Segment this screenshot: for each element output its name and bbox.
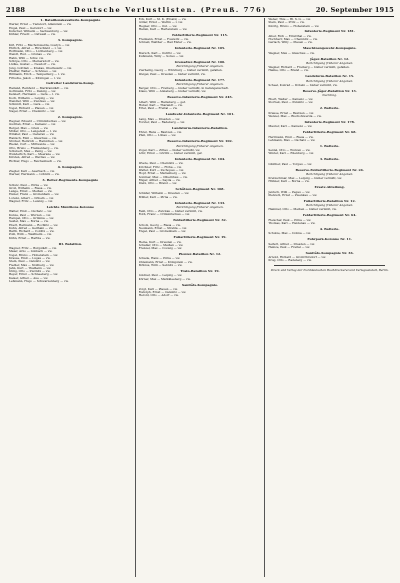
casualty-entry: Schade, Hans — Pirna — vw. bbox=[138, 257, 181, 261]
casualty-entry: Seifert, Alfred — Dresden — vw. bbox=[268, 242, 315, 246]
unit-section bbox=[268, 251, 391, 263]
casualty-entry: Wagner, Max — Glauchau — vw. bbox=[268, 51, 315, 55]
casualty-entry: Seidel, Otto — Wurzen — vw. bbox=[268, 149, 311, 153]
unit-section bbox=[268, 213, 391, 225]
unit-heading: Infanterie-Regiment Nr. 177. bbox=[174, 77, 226, 82]
unit-section bbox=[139, 33, 262, 45]
casualty-entry: Kennert, Hermann — Gera — l. vw. bbox=[9, 93, 60, 97]
casualty-entry: Scheel, Konrad — Döbeln — bisher vermißt, vw. bbox=[268, 83, 338, 87]
unit-subheading: Berichtigung früherer Angaben. bbox=[306, 61, 354, 66]
casualty-entry: Schulze, Max — Dohna — vw. bbox=[268, 232, 311, 236]
casualty-entry: Walter, Kurt — Zschopau — vw. bbox=[138, 168, 184, 172]
casualty-entry: Riedel, Curt — Mittweida — vw. bbox=[9, 143, 56, 147]
casualty-entry: Fiedler, Max — Stollberg — vw. bbox=[9, 263, 55, 267]
unit-heading: Feldartillerie-Regiment Nr. 32. bbox=[173, 218, 227, 223]
unit-heading: Infanterie-Regiment Nr. 181. bbox=[304, 29, 355, 34]
casualty-entry: Eck, Kurt — St. K. (Ersatz) — vw. bbox=[138, 18, 187, 21]
unit-heading: Train-Bataillon Nr. 19. bbox=[180, 268, 220, 273]
casualty-entry: Wendt, Rud. — Grunau — vw. bbox=[9, 53, 52, 57]
unit-heading: Reserve-Infanterie-Regiment Nr. 245. bbox=[167, 95, 233, 100]
unit-heading: Reserve-Feldartillerie-Regiment Nr. 24. bbox=[295, 167, 364, 172]
casualty-entry: Storbek, Paul — Pulsnitz — vw. bbox=[268, 101, 314, 105]
unit-heading: 1. Bataillonskavallerie-Kompagnie bbox=[40, 18, 101, 22]
casualty-entry: Vierheilig, Georg — Würzburg — bisher vermißt, gefallen. bbox=[138, 69, 223, 73]
casualty-entry: Herold, Otto — Adorf — vw. bbox=[138, 294, 179, 298]
casualty-entry: Möller, Otto — Lengefeld — l. vw. bbox=[9, 130, 58, 134]
unit-section bbox=[139, 201, 262, 217]
unit-section bbox=[268, 199, 391, 212]
unit-heading: Landwehr-Infanterie-Regiment Nr. 101. bbox=[165, 112, 235, 117]
unit-heading: Leichte Munitions-Kolonne bbox=[46, 204, 95, 209]
unit-section bbox=[139, 187, 262, 199]
unit-section bbox=[9, 165, 132, 177]
unit-heading: Infanterie-Regiment Nr. 104. bbox=[174, 156, 226, 161]
unit-heading: Ersatz-Abteilung. bbox=[314, 185, 345, 190]
casualty-entry: Hammer, Otto — Meißen — bisher vermißt, vw. bbox=[268, 208, 337, 212]
unit-section bbox=[139, 46, 262, 58]
casualty-entry: Wiede, Paul — Chemnitz — vw. bbox=[138, 162, 184, 166]
page-date: 20. September 1915 bbox=[315, 6, 394, 14]
casualty-entry: Schäfer, Wilhelm — Dresden — vw. bbox=[138, 192, 190, 196]
unit-heading: Sanitäts-Kompagnie Nr. 36. bbox=[305, 250, 354, 255]
casualty-entry: Engel, Paul — Gersdorf — vw. bbox=[9, 26, 52, 30]
text-column bbox=[6, 18, 135, 577]
casualty-entry: Schubert, Max — Penig — vw. bbox=[9, 149, 53, 153]
unit-section bbox=[268, 89, 391, 105]
casualty-entry: Albert, Willi — Hainsberg — gef. bbox=[138, 100, 186, 104]
casualty-entry: Ziegler, Karl — Auerbach — vw. bbox=[9, 170, 55, 174]
casualty-entry: Wagner, Fritz — Leisnig — vw. bbox=[9, 200, 53, 204]
casualty-entry: Neumann, Ernst — Strehla — vw. bbox=[138, 226, 187, 230]
casualty-entry: Berger, Max — Greiz — vw. bbox=[9, 126, 49, 130]
unit-section bbox=[139, 252, 262, 267]
unit-section bbox=[139, 218, 262, 233]
casualty-entry: Rüger, Alfred — Sayda — vw. bbox=[138, 178, 181, 182]
casualty-entry: Gottmann, Fritz — Danzig — vw. bbox=[9, 90, 56, 94]
unit-heading: Feldartillerie-Regiment Nr. 68. bbox=[302, 130, 357, 135]
unit-section bbox=[139, 269, 262, 281]
casualty-entry: Fleischer, Paul — Pirna — vw. bbox=[268, 218, 312, 222]
casualty-entry: Pietzsch, Ernst — Zwenkau — vw. bbox=[268, 194, 318, 198]
page-header bbox=[6, 4, 394, 17]
casualty-entry: Kutscher, Wilhelm — Sachsenburg — vw. bbox=[9, 29, 69, 33]
casualty-entry: Ebert, Hermann — Rochlitz — vw. bbox=[9, 223, 59, 227]
unit-section bbox=[268, 130, 391, 142]
unit-heading: Fußartillerie-Regiment Nr. 19. bbox=[173, 235, 227, 240]
casualty-entry: Hübner, Karl — Borna — vw. bbox=[268, 180, 310, 184]
unit-section bbox=[139, 139, 262, 155]
unit-section bbox=[268, 46, 391, 55]
divider bbox=[274, 265, 385, 266]
casualty-entry: Vogel, Richard — Plauen — vw. bbox=[9, 106, 54, 110]
unit-heading: III. Bataillon. bbox=[58, 241, 83, 246]
unit-heading: Landsturm-Infanterie-Bataillon. bbox=[172, 125, 228, 130]
casualty-entry: Alber, Rich — Ernstthal — vw. bbox=[268, 34, 312, 38]
casualty-entry: Krause, Emil — Lugau — vw. bbox=[9, 256, 51, 260]
casualty-entry: Fritsche, Jakob — Kitzingen — l. vw. bbox=[9, 76, 62, 80]
casualty-entry: Pohl, Willi — Waldheim — vw. bbox=[9, 233, 52, 237]
casualty-entry: Schulz, Paul — Pirna — vw. bbox=[9, 183, 49, 187]
casualty-entry: Hopf, Ernst — Marienberg — vw. bbox=[138, 172, 187, 176]
unit-heading: Fußartillerie-Bataillon Nr. 12. bbox=[303, 198, 356, 203]
unit-section bbox=[268, 120, 391, 129]
text-column bbox=[135, 18, 265, 577]
casualty-entry: Wenzel, Max — Bischofswerda — vw. bbox=[268, 115, 322, 119]
unit-heading: Schützen-Regiment Nr. 108. bbox=[175, 187, 225, 192]
unit-subheading: Berichtigung früherer Angaben. bbox=[306, 172, 354, 177]
casualty-entry: Uhlemann, Ernst — Königstein — vw. bbox=[138, 260, 193, 264]
casualty-entry: Ebert, Walter — Kamenz — vw. bbox=[268, 98, 314, 102]
casualty-entry: Stein, Paul — Pritz — vw. bbox=[268, 21, 305, 25]
casualty-entry: Winter, Karl — Eilenburg — vw. bbox=[268, 152, 314, 156]
casualty-entry: Hanke, Otto — Brand — vw. bbox=[268, 69, 309, 73]
unit-subheading: Berichtigung früherer Angaben. bbox=[176, 82, 224, 86]
unit-heading: 4. Batterie. bbox=[319, 226, 340, 231]
casualty-entry: Reiß, Otto — Zwickau — bisher vermißt, vw. bbox=[138, 210, 203, 214]
unit-section bbox=[139, 157, 262, 185]
unit-heading: Infanterie-Regiment Nr. 178. bbox=[304, 119, 355, 124]
casualty-entry: Hoffmann, Otto — Lichtenberg — vw. bbox=[9, 50, 63, 54]
casualty-entry: Jentsch, Willi — Pegau — vw. bbox=[268, 190, 311, 194]
casualty-entry: Löhr, Ernst — Görlitz — bisher vermißt, gef. bbox=[138, 152, 203, 156]
casualty-entry: Weigel, Paul — Dresden — bisher vermißt, vw. bbox=[138, 72, 206, 76]
casualty-entry: Billmann, Erich — Tempelburg — l. vw. bbox=[9, 73, 66, 77]
casualty-entry: Müller, Karl — Pirna — vw. bbox=[138, 195, 178, 199]
unit-section bbox=[9, 242, 132, 284]
casualty-entry: Vogel, Karl — Zittau — bisher vermißt, vw. bbox=[138, 148, 201, 152]
unit-section bbox=[268, 227, 391, 236]
unit-section bbox=[139, 18, 262, 31]
casualty-entry: Barth, Richard — Colditz — vw. bbox=[9, 230, 55, 234]
casualty-entry: Maier, Arno — Limbach — vw. bbox=[9, 250, 53, 254]
casualty-entry: Werner, Hermann — Lößnitz — vw. bbox=[9, 173, 60, 177]
unit-heading: 2. Kompagnie. bbox=[57, 114, 83, 119]
casualty-entry: Beyer, Ernst — Schneeberg — vw. bbox=[9, 273, 58, 277]
unit-heading: Sanitäts-Kompagnie. bbox=[181, 282, 219, 287]
casualty-entry: Kühler, Friedr. — Ostwald — vw. bbox=[9, 33, 56, 37]
casualty-entry: Koch, Wilhelm — Leipzig — vw. bbox=[9, 96, 55, 100]
unit-section bbox=[9, 81, 132, 113]
casualty-entry: Seidel, Max — Borna — vw. bbox=[9, 220, 49, 224]
unit-section bbox=[268, 74, 391, 87]
unit-subheading: Berichtigung früherer Angaben. bbox=[306, 78, 354, 83]
unit-section bbox=[139, 95, 262, 110]
casualty-entry: Frenzel, Max — Coswig — vw. bbox=[138, 247, 183, 251]
casualty-entry: Stein, Paul — Oelsnitz — vw. bbox=[9, 260, 51, 264]
casualty-entry: Lehmann, Max — Oschatz — vw. bbox=[268, 138, 316, 142]
unit-subheading: Berichtigung früherer Angaben. bbox=[306, 203, 354, 208]
unit-heading: Jäger-Bataillon Nr. 12. bbox=[310, 56, 350, 61]
columns bbox=[6, 18, 394, 577]
casualty-entry: Lindner, Paul — Leipzig — vw. bbox=[138, 274, 183, 278]
unit-section bbox=[268, 237, 391, 249]
unit-heading: 4. Kompagnie. bbox=[57, 164, 83, 169]
text-column bbox=[264, 18, 394, 577]
unit-section bbox=[268, 157, 391, 166]
publication-title: Deutsche Verlustlisten. (Preuß. 776) bbox=[74, 6, 268, 14]
unit-heading: 3. Reiter-Regiments-Kompagnie bbox=[42, 178, 99, 183]
casualty-entry: Kaiser, Alfred — Aue — vw. bbox=[9, 276, 49, 280]
unit-heading: Feldartillerie-Regiment Nr. 64. bbox=[302, 213, 357, 218]
unit-subheading: Berichtigung früherer Angaben. bbox=[176, 64, 224, 69]
casualty-entry: Schaller, Otto — Meißen — vw. bbox=[138, 243, 184, 247]
unit-section bbox=[9, 205, 132, 240]
casualty-entry: Kirl, Fritz — Bischofswerda, Gostyn — vw. bbox=[9, 43, 70, 47]
casualty-entry: Eisner, Franz — Großenhain — vw. bbox=[9, 193, 60, 197]
casualty-entry: Kunze, Paul — Wurzen — vw. bbox=[9, 213, 51, 217]
casualty-entry: Ertel, Paul — Freital — vw. bbox=[138, 107, 178, 111]
casualty-entry: Jung, Gottlieb — Krakau, Oberlausitz — vw. bbox=[9, 66, 72, 70]
casualty-entry: Klaus, Willi — Annaberg — bisher vermißt, vw. bbox=[138, 90, 207, 94]
unit-section bbox=[268, 168, 391, 184]
casualty-entry: Forster, Paul — Radeberg — vw. bbox=[138, 120, 185, 124]
casualty-entry: Lehmann, Hugo — Schwarzenberg — vw. bbox=[9, 279, 69, 283]
unit-heading: Maschinengewehr-Kompagnie. bbox=[302, 46, 357, 51]
unit-heading: Reserve-Infanterie-Regiment Nr. 102. bbox=[167, 139, 233, 144]
casualty-entry: Hanisch, Emil — Glauchau — vw. bbox=[9, 136, 57, 140]
casualty-entry: Wendler, Willi — Zwickau — vw. bbox=[9, 100, 56, 103]
casualty-entry: Krause, Ernst — Bautzen — vw. bbox=[268, 111, 314, 115]
casualty-entry: Gerlach, Willy — Plauen — vw. bbox=[268, 41, 313, 45]
casualty-entry: Hegner, Eduard — Crimmitschau — vw. bbox=[9, 120, 67, 124]
casualty-entry: Kirchner, Fritz — Flöha — vw. bbox=[138, 165, 182, 169]
unit-section bbox=[139, 60, 262, 76]
casualty-entry: Schmidt, Karl — Gera — vw. bbox=[9, 103, 50, 107]
casualty-entry: Schnell, Walther — Bad Elster — vw. bbox=[138, 41, 192, 45]
casualty-entry: Hegner, Otto — Ost. — vw. bbox=[138, 24, 178, 28]
unit-heading: 1. Batterie. bbox=[319, 143, 340, 148]
casualty-entry: Hahn, Willi — Schw. vw. bbox=[9, 56, 44, 60]
unit-section bbox=[268, 18, 391, 28]
casualty-entry: Dietz, Otto — Brand — vw. bbox=[138, 182, 178, 186]
unit-heading: Gefreiter Landsturm-Komp. bbox=[46, 81, 95, 86]
casualty-entry: Weber, Thie — Bl. S. G. — vw. bbox=[268, 18, 311, 21]
unit-section bbox=[139, 235, 262, 250]
casualty-entry: Heinze, Paul — Freital — vw. bbox=[268, 245, 311, 249]
casualty-entry: Maurer, Karl — Kamenz — vw. bbox=[268, 125, 313, 129]
unit-section bbox=[268, 185, 391, 197]
casualty-entry: Ehret, Hans — Bautzen — vw. bbox=[138, 131, 182, 135]
unit-heading: 3. Batterie. bbox=[319, 157, 340, 162]
casualty-entry: Schöpe, Otto — Meinersdorf — vw. bbox=[9, 60, 60, 64]
casualty-entry: Berger, Otto — Freiberg — bisher vermißt, in Gefangenschaft. bbox=[138, 87, 229, 91]
casualty-entry: Otto, Bruno — Frankenberg — vw. bbox=[9, 146, 59, 150]
casualty-entry: Kirsten, Alfred — Werdau — vw. bbox=[9, 156, 56, 160]
casualty-entry: Lorenz, Albert — Döbeln — vw. bbox=[9, 196, 54, 200]
unit-heading: 2. Batterie. bbox=[319, 106, 340, 111]
casualty-entry: Kühn, Ernst — Hartha — vw. bbox=[9, 236, 51, 240]
unit-heading: Landsturm-Bataillon Nr. 15. bbox=[305, 74, 355, 79]
casualty-entry: Lang, Max — Dresden — vw. bbox=[138, 117, 180, 121]
casualty-entry: Möbius, Willi — Sebnitz — vw. bbox=[138, 264, 183, 268]
unit-heading: Fuhrpark-Kolonne Nr. 11. bbox=[307, 237, 352, 242]
casualty-entry: Göller, Ernst — Wettin — l. vw. bbox=[138, 21, 183, 25]
casualty-entry: Thomas, Karl — Heidenau — vw. bbox=[268, 221, 316, 225]
casualty-entry: Kretzschmar, Max — Leipzig — bisher vermißt, vw. bbox=[268, 177, 343, 181]
casualty-entry: Engel, Paul — Großenhain — vw. bbox=[138, 230, 186, 234]
casualty-entry: Günther, Paul — Torgau — vw. bbox=[268, 162, 313, 166]
unit-section bbox=[139, 78, 262, 94]
casualty-entry: Vogel, Bruno — Hohenstein — vw. bbox=[9, 253, 59, 257]
casualty-entry: Rudolph, Ernst — Oelsnitz — vw. bbox=[138, 291, 187, 295]
page-number: 2188 bbox=[6, 6, 26, 14]
unit-section bbox=[268, 29, 391, 44]
casualty-entry: Kuhn, Alfred — Geithain — vw. bbox=[9, 226, 54, 230]
casualty-entry: Körner, Max — Markkleeberg — vw. bbox=[138, 277, 191, 281]
casualty-entry: Freimann, Ernst — Fosswitz — vw. bbox=[138, 38, 189, 42]
unit-heading: Infanterie-Regiment Nr. 133. bbox=[174, 200, 226, 205]
casualty-entry: Hempel, Otto — Grimma — vw. bbox=[9, 216, 54, 220]
casualty-entry: Krug, Otto — Radeberg — vw. bbox=[268, 259, 312, 263]
unit-heading: Feldartillerie-Regiment Nr. 115. bbox=[172, 32, 228, 37]
casualty-entry: Heine, Kurt — Dresden — vw. bbox=[138, 240, 182, 244]
unit-section bbox=[139, 283, 262, 298]
casualty-entry: Kuhmann, Willy — Sorau — vw. bbox=[138, 55, 184, 59]
casualty-entry: Wagner, Fritz — Burgstädt — vw. bbox=[9, 247, 57, 251]
unit-heading: Pionier-Bataillon Nr. 12. bbox=[178, 252, 222, 257]
casualty-entry: Richter, Hugo — Reichenbach — vw. bbox=[9, 159, 62, 163]
casualty-entry: Pfeil, Otto — Löbau — vw. bbox=[138, 134, 177, 138]
casualty-entry: Huber, Karl — Tharandt — vw. bbox=[138, 103, 183, 107]
casualty-entry: Herrmann, Emil — Riesa — vw. bbox=[268, 135, 314, 139]
casualty-entry: Voigt, Karl — Plauen — vw. bbox=[138, 287, 178, 291]
casualty-entry: Wagner, Richard — Freiberg — bisher vermißt, gefallen. bbox=[268, 66, 350, 70]
unit-heading: 3. Kompagnie. bbox=[57, 38, 83, 43]
casualty-entry: Lange, Ernst — Meißen — vw. bbox=[9, 190, 53, 194]
casualty-entry: Nagel, Ernst — Chemnitz — vw. bbox=[9, 109, 55, 113]
unit-heading: Reserve-Jäger-Bataillon Nr. 13. bbox=[302, 88, 357, 93]
casualty-entry: Jahn, Kurt — Thalheim — vw. bbox=[9, 266, 52, 270]
casualty-entry: Ehrlich, Alfred — Hirschfeld — l. vw. bbox=[9, 46, 62, 50]
unit-section bbox=[9, 38, 132, 80]
unit-section bbox=[9, 178, 132, 203]
casualty-entry: Werler, Ernst — Tiefenort, Allenstein — vw. bbox=[9, 23, 72, 27]
casualty-entry: Lüdke, Gustav — Neudorf — vw. bbox=[9, 63, 56, 67]
casualty-entry: Uhlig, Otto — Zwönitz — vw. bbox=[9, 270, 51, 274]
casualty-entry: Scholz, Georg — Riesa — vw. bbox=[138, 223, 181, 227]
casualty-entry: Knörig, Bruno — Hohenstein — vw. bbox=[268, 24, 320, 28]
casualty-entry: Hochherr, Max — Chemnitz — vw. bbox=[268, 38, 318, 42]
unit-section bbox=[139, 112, 262, 124]
imprint-note: Druck und Verlag der Norddeutschen Buchdruckerei und Verlagsanstalt, Berlin. bbox=[270, 268, 389, 273]
casualty-entry: Pfeiffer, Walter — Schönau — vw. bbox=[9, 69, 57, 73]
casualty-entry: Gudrian, Ernst — Kamenz — vw. bbox=[9, 123, 56, 127]
unit-section bbox=[268, 144, 391, 156]
unit-heading: Infanterie-Regiment Nr. 105. bbox=[174, 46, 226, 51]
unit-heading: Grenadier-Regiment Nr. 100. bbox=[174, 59, 226, 64]
casualty-entry: Groß, Wilhelm — Riesa — vw. bbox=[9, 186, 52, 190]
casualty-entry: Heiland, Reinhold — Markranstädt — vw. bbox=[9, 86, 69, 90]
unit-subheading: Nachtrag. bbox=[322, 93, 338, 98]
unit-section bbox=[9, 18, 132, 37]
casualty-entry: Stöcker, Heinrich — Hainichen — vw. bbox=[9, 139, 63, 143]
casualty-entry: Mersch, Karl — Ostritz — vw. bbox=[138, 51, 182, 55]
unit-section bbox=[9, 115, 132, 163]
casualty-entry: Sommer, Max — Olbernhau — vw. bbox=[138, 175, 188, 179]
unit-section bbox=[268, 57, 391, 73]
casualty-entry: Roth, Franz — Crimmitschau — vw. bbox=[138, 213, 190, 217]
casualty-entry: Hamm, Karl — Hartenstein — vw. bbox=[138, 27, 188, 31]
unit-section bbox=[139, 126, 262, 138]
unit-subheading: Berichtigung früherer Angaben. bbox=[176, 205, 224, 210]
unit-subheading: Berichtigung früherer Angaben. bbox=[176, 143, 224, 148]
casualty-entry: Winkler, Paul — Oederan — vw. bbox=[9, 133, 55, 137]
unit-section bbox=[268, 106, 391, 118]
casualty-entry: Arnold, Richard — Großröhrsdorf — vw. bbox=[268, 256, 327, 260]
casualty-entry: Wunderlich, Karl — Meerane — vw. bbox=[9, 153, 61, 157]
casualty-entry: Walter, Emil — Oschatz — vw. bbox=[9, 210, 53, 214]
